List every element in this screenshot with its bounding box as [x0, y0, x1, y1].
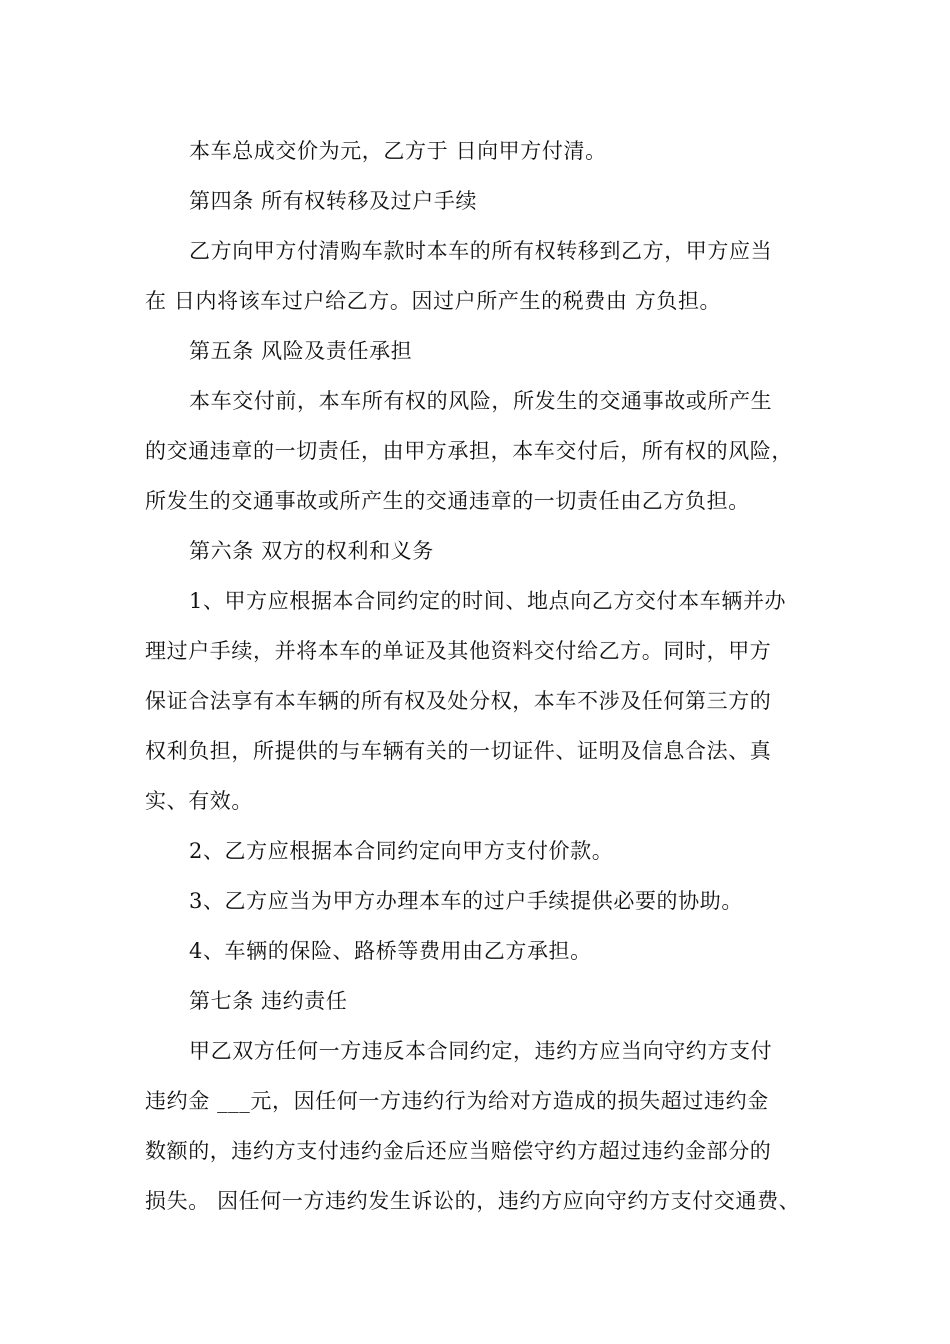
text-line: 乙方向甲方付清购车款时本车的所有权转移到乙方，甲方应当 [189, 239, 773, 263]
text-line: 甲乙双方任何一方违反本合同约定，违约方应当向守约方支付 [189, 1039, 773, 1063]
text-line: 保证合法享有本车辆的所有权及处分权，本车不涉及任何第三方的 [145, 689, 772, 713]
text-line: 理过户手续，并将本车的单证及其他资料交付给乙方。同时，甲方 [145, 639, 772, 663]
text-line: 损失。 因任何一方违约发生诉讼的，违约方应向守约方支付交通费、 [145, 1189, 801, 1213]
text-line: 本车交付前，本车所有权的风险，所发生的交通事故或所产生 [189, 389, 773, 413]
article-heading: 第六条 双方的权利和义务 [189, 539, 434, 563]
text-line: 在 日内将该车过户给乙方。因过户所产生的税费由 方负担。 [145, 289, 722, 313]
article-heading: 第五条 风险及责任承担 [189, 339, 413, 363]
text-line: 2、乙方应根据本合同约定向甲方支付价款。 [189, 839, 614, 863]
text-line: 的交通违章的一切责任，由甲方承担，本车交付后，所有权的风险， [145, 439, 793, 463]
text-line: 权利负担，所提供的与车辆有关的一切证件、证明及信息合法、真 [145, 739, 772, 763]
text-line: 本车总成交价为元，乙方于 日向甲方付清。 [189, 139, 607, 163]
article-heading: 第七条 违约责任 [189, 989, 348, 1013]
text-line: 违约金 ___元，因任何一方违约行为给对方造成的损失超过违约金 [145, 1089, 769, 1113]
text-line: 3、乙方应当为甲方办理本车的过户手续提供必要的协助。 [189, 889, 743, 913]
text-line: 4、车辆的保险、路桥等费用由乙方承担。 [189, 939, 592, 963]
text-line: 实、有效。 [145, 789, 253, 813]
article-heading: 第四条 所有权转移及过户手续 [189, 189, 478, 213]
text-line: 所发生的交通事故或所产生的交通违章的一切责任由乙方负担。 [145, 489, 750, 513]
text-line: 1、甲方应根据本合同约定的时间、地点向乙方交付本车辆并办 [189, 589, 787, 613]
text-line: 数额的，违约方支付违约金后还应当赔偿守约方超过违约金部分的 [145, 1139, 772, 1163]
